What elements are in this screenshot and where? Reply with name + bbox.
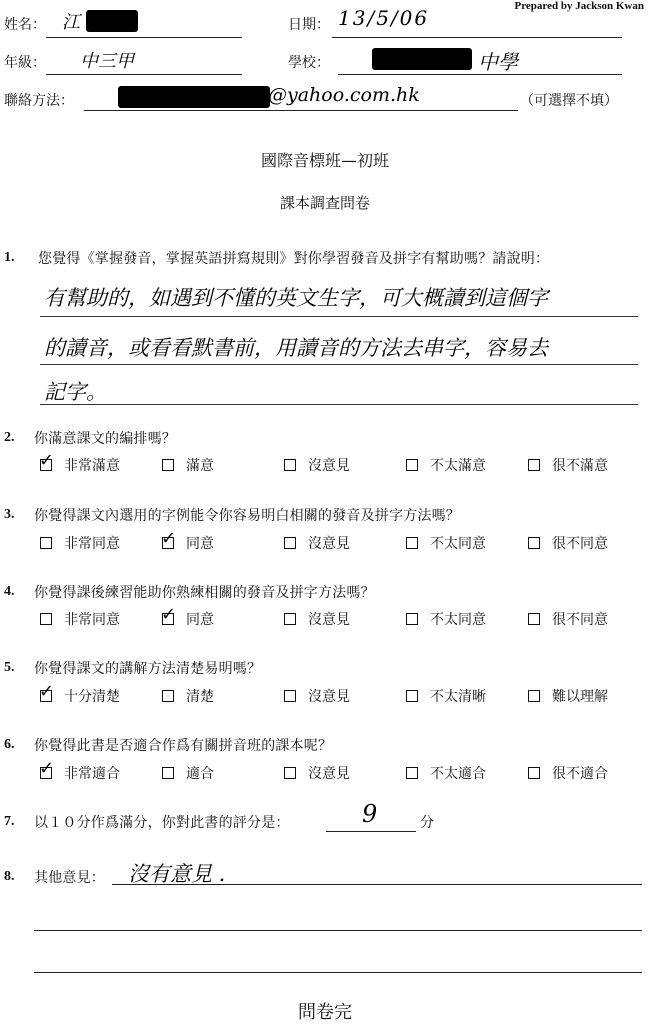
q8-rule-2	[34, 930, 642, 931]
q5-checkbox-3[interactable]	[284, 690, 296, 702]
q4-number: 4.	[4, 584, 15, 599]
q1-number: 1.	[4, 250, 15, 265]
q3-option-2[interactable]: ✓ 同意	[161, 528, 214, 552]
name-value: 江	[62, 12, 80, 33]
date-label: 日期：	[288, 17, 330, 33]
q2-checkbox-3[interactable]	[284, 459, 296, 471]
q2-option-2[interactable]: 滿意	[162, 455, 214, 475]
q2-checkbox-1[interactable]	[39, 450, 55, 471]
q7-unit: 分	[420, 815, 435, 831]
q8-rule-1	[112, 884, 642, 885]
optional-note: （可選擇不填）	[520, 93, 618, 109]
q2-text: 你滿意課文的編排嗎？	[34, 431, 176, 447]
q5-checkbox-4[interactable]	[406, 690, 418, 702]
q2-checkbox-5[interactable]	[528, 459, 540, 471]
q3-text: 你覺得課文內選用的字例能令你容易明白相關的發音及拼字方法嗎？	[34, 508, 460, 524]
q2-option-3[interactable]: 沒意見	[284, 455, 350, 475]
checkmark-icon: ✓	[39, 758, 55, 779]
q6-checkbox-4[interactable]	[406, 767, 418, 779]
contact-underline	[84, 110, 518, 111]
prepared-by: Prepared by Jackson Kwan	[514, 0, 644, 12]
checkmark-icon: ✓	[39, 681, 55, 702]
q4-text: 你覺得課後練習能助你熟練相關的發音及拼字方法嗎？	[34, 585, 375, 601]
checkmark-icon: ✓	[161, 604, 177, 625]
q1-answer-line-2: 的讀音，或看看默書前，用讀音的方法去串字，容易去	[44, 336, 548, 360]
q7-score: 9	[362, 800, 378, 828]
q5-checkbox-1[interactable]	[39, 681, 55, 702]
school-value: 中學	[478, 50, 518, 74]
q5-checkbox-5[interactable]	[528, 690, 540, 702]
q3-checkbox-4[interactable]	[406, 537, 418, 549]
q1-rule-2	[40, 364, 638, 365]
q6-option-3[interactable]: 沒意見	[284, 763, 350, 783]
q1-text: 您覺得《掌握發音，掌握英語拼寫規則》對你學習發音及拼字有幫助嗎？請說明：	[38, 251, 550, 267]
q6-checkbox-5[interactable]	[528, 767, 540, 779]
q2-option-5[interactable]: 很不滿意	[528, 455, 608, 475]
q2-checkbox-2[interactable]	[162, 459, 174, 471]
q4-option-4[interactable]: 不太同意	[406, 609, 486, 629]
q3-option-1[interactable]: 非常同意	[40, 533, 120, 553]
q8-text: 其他意見：	[34, 870, 105, 886]
q2-option-1[interactable]: ✓ 非常滿意	[39, 450, 120, 474]
q3-option-4[interactable]: 不太同意	[406, 533, 486, 553]
q8-answer: 沒有意見 .	[128, 862, 226, 886]
q1-answer-line-1: 有幫助的，如遇到不懂的英文生字，可大概讀到這個字	[44, 286, 548, 310]
grade-label: 年級：	[4, 55, 46, 71]
q6-option-5[interactable]: 很不適合	[528, 763, 608, 783]
q3-checkbox-1[interactable]	[40, 537, 52, 549]
q1-rule-1	[40, 316, 638, 317]
q4-option-3[interactable]: 沒意見	[284, 609, 350, 629]
q5-number: 5.	[4, 660, 15, 675]
redaction-contact	[118, 86, 270, 108]
contact-value: @yahoo.com.hk	[268, 84, 420, 106]
q2-number: 2.	[4, 430, 15, 445]
end-of-questionnaire: 問卷完	[298, 1002, 352, 1023]
q6-text: 你覺得此書是否適合作爲有關拼音班的課本呢？	[34, 738, 333, 754]
q4-checkbox-2[interactable]	[161, 604, 177, 625]
q8-rule-3	[34, 972, 642, 973]
q5-option-3[interactable]: 沒意見	[284, 686, 350, 706]
q6-option-4[interactable]: 不太適合	[406, 763, 486, 783]
school-underline	[338, 74, 622, 75]
q2-checkbox-4[interactable]	[406, 459, 418, 471]
q6-option-1[interactable]: ✓ 非常適合	[39, 758, 120, 782]
q5-option-1[interactable]: ✓ 十分清楚	[39, 681, 120, 705]
date-underline	[332, 37, 622, 38]
redaction-school	[372, 48, 472, 70]
q3-option-3[interactable]: 沒意見	[284, 533, 350, 553]
q6-checkbox-2[interactable]	[162, 767, 174, 779]
q4-checkbox-1[interactable]	[40, 613, 52, 625]
checkmark-icon: ✓	[39, 450, 55, 471]
q6-option-2[interactable]: 適合	[162, 763, 214, 783]
main-title: 國際音標班—初班	[260, 151, 389, 170]
checkmark-icon: ✓	[161, 528, 177, 549]
q5-option-4[interactable]: 不太清晰	[406, 686, 486, 706]
q3-checkbox-5[interactable]	[528, 537, 540, 549]
q7-score-underline	[326, 831, 416, 832]
q2-option-4[interactable]: 不太滿意	[406, 455, 486, 475]
q4-option-1[interactable]: 非常同意	[40, 609, 120, 629]
q4-option-2[interactable]: ✓ 同意	[161, 604, 214, 628]
name-label: 姓名：	[4, 17, 46, 33]
school-label: 學校：	[288, 55, 330, 71]
q5-checkbox-2[interactable]	[162, 690, 174, 702]
grade-underline	[46, 74, 242, 75]
sub-title: 課本調查問卷	[279, 194, 370, 212]
q5-option-2[interactable]: 清楚	[162, 686, 214, 706]
q8-number: 8.	[4, 869, 15, 884]
contact-label: 聯絡方法：	[4, 93, 74, 109]
grade-value: 中三甲	[80, 51, 134, 72]
q5-option-5[interactable]: 難以理解	[528, 686, 608, 706]
q6-number: 6.	[4, 737, 15, 752]
q4-checkbox-3[interactable]	[284, 613, 296, 625]
q3-number: 3.	[4, 507, 15, 522]
q3-option-5[interactable]: 很不同意	[528, 533, 608, 553]
q6-checkbox-3[interactable]	[284, 767, 296, 779]
q7-number: 7.	[4, 814, 15, 829]
q1-rule-3	[40, 404, 638, 405]
q3-checkbox-3[interactable]	[284, 537, 296, 549]
q7-text: 以１０分作爲滿分，你對此書的評分是：	[34, 815, 290, 831]
q3-checkbox-2[interactable]	[161, 528, 177, 549]
q4-checkbox-5[interactable]	[528, 613, 540, 625]
q4-checkbox-4[interactable]	[406, 613, 418, 625]
redaction-name	[86, 10, 138, 32]
date-value: 13/5/06	[338, 6, 430, 30]
name-underline	[46, 37, 242, 38]
q4-option-5[interactable]: 很不同意	[528, 609, 608, 629]
q6-checkbox-1[interactable]	[39, 758, 55, 779]
q5-text: 你覺得課文的講解方法清楚易明嗎？	[34, 661, 262, 677]
q1-answer-line-3: 記字。	[44, 380, 107, 404]
